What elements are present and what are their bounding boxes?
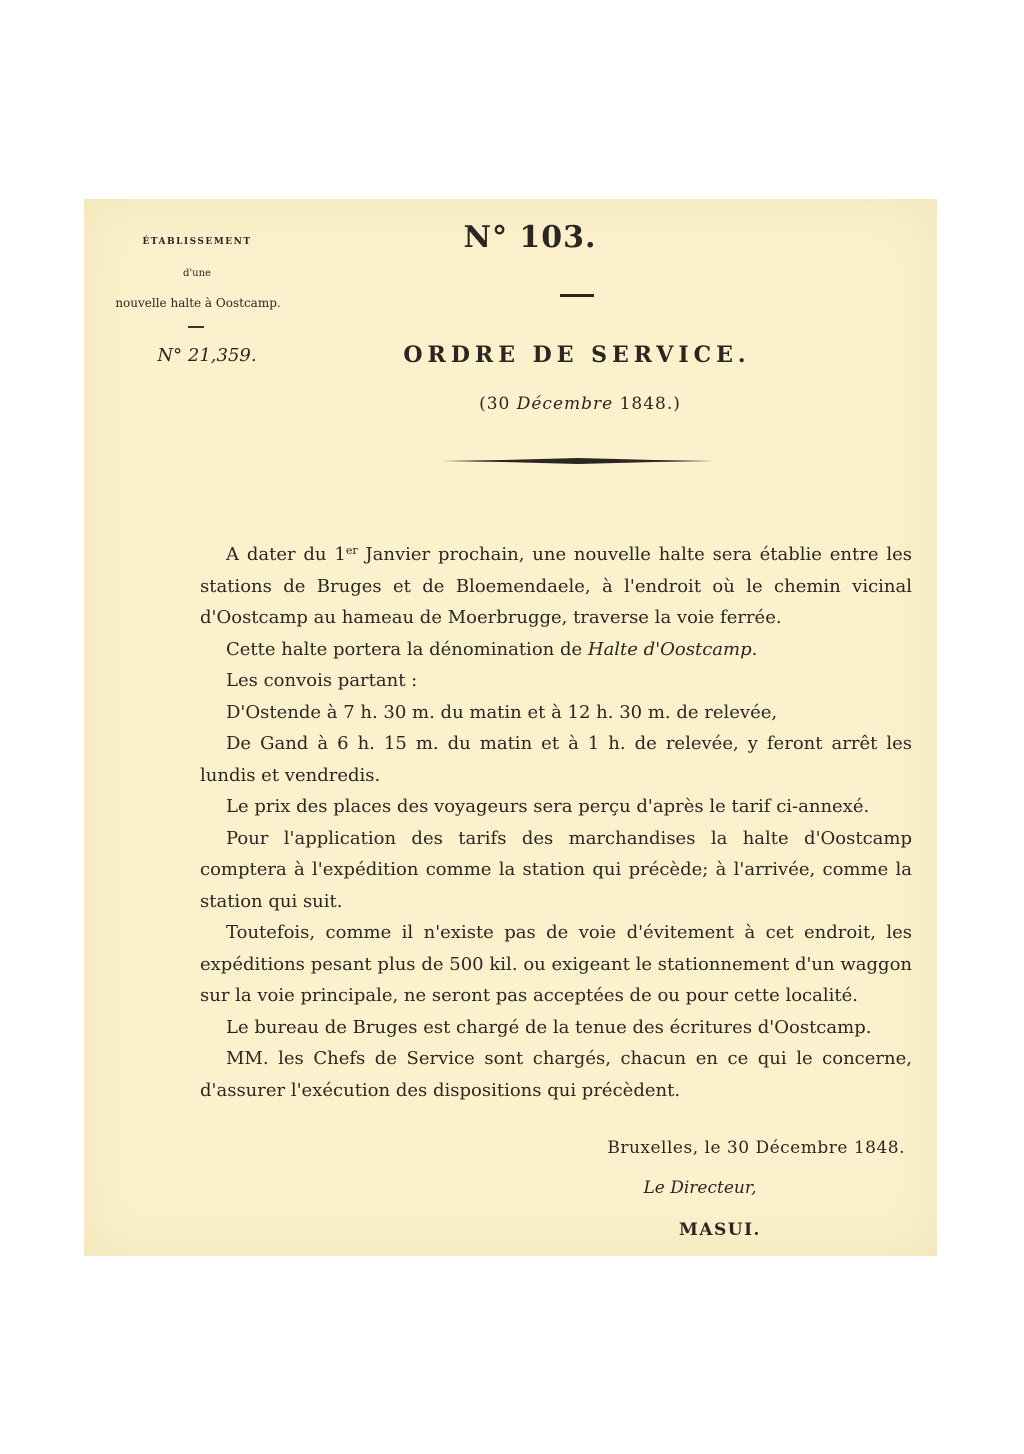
p2-end: . (751, 638, 758, 660)
margin-subheading: d'une (183, 268, 211, 279)
halt-name: Halte d'Oostcamp (587, 638, 752, 660)
signer-title: Le Directeur, (643, 1178, 757, 1198)
date-open: (30 (479, 394, 517, 414)
margin-divider (188, 326, 204, 328)
p1-start: A dater du 1 (226, 544, 346, 565)
p1-rest: Janvier prochain, une nouvelle halte sera établie entre les stations de Bruges et de Bloemendaele, à l'endroit où le chemin vicinal d'Oostcamp au hameau de Moerbrugge, traverse la voie ferrée. (200, 544, 912, 628)
paragraph-9: Le bureau de Bruges est chargé de la tenue des écritures d'Oostcamp. (226, 1016, 872, 1038)
order-body (200, 535, 912, 1106)
paragraph-2 (200, 634, 912, 666)
paragraph-8: Toutefois, comme il n'existe pas de voie d'évitement à cet endroit, les expéditions pesant plus de 500 kil. ou exigeant le stationnement d'un waggon sur la voie principale, ne seront pas acceptées de ou pour cette localité. (200, 922, 912, 1006)
margin-heading: ÉTABLISSEMENT (142, 237, 252, 247)
heading-divider (560, 294, 594, 297)
paragraph-1 (200, 535, 912, 634)
document-title: ORDRE DE SERVICE. (403, 342, 751, 368)
margin-reference-number: N° 21,359. (157, 345, 257, 366)
margin-subject: nouvelle halte à Oostcamp. (115, 296, 281, 310)
p1-superscript: er (345, 544, 358, 557)
paragraph-3: Les convois partant : (226, 670, 418, 691)
document-date (440, 394, 720, 414)
date-close: 1848.) (613, 394, 681, 414)
paragraph-4: D'Ostende à 7 h. 30 m. du matin et à 12 h. 30 m. de relevée, (226, 701, 778, 723)
closing-place-date: Bruxelles, le 30 Décembre 1848. (607, 1138, 905, 1158)
p2-start: Cette halte portera la dénomination de (226, 638, 588, 660)
signer-name: MASUI. (679, 1220, 761, 1240)
paragraph-7: Pour l'application des tarifs des marchandises la halte d'Oostcamp comptera à l'expédition comme la station qui précède; à l'arrivée, comme la station qui suit. (200, 827, 912, 912)
date-month: Décembre (516, 394, 614, 414)
paragraph-5: De Gand à 6 h. 15 m. du matin et à 1 h. de relevée, y feront arrêt les lundis et vendredis. (200, 733, 912, 786)
order-number: N° 103. (463, 220, 597, 255)
paragraph-6: Le prix des places des voyageurs sera perçu d'après le tarif ci-annexé. (226, 796, 870, 817)
ornamental-rule (442, 458, 714, 464)
paragraph-10: MM. les Chefs de Service sont chargés, chacun en ce qui le concerne, d'assurer l'exécution des dispositions qui précèdent. (200, 1048, 912, 1101)
